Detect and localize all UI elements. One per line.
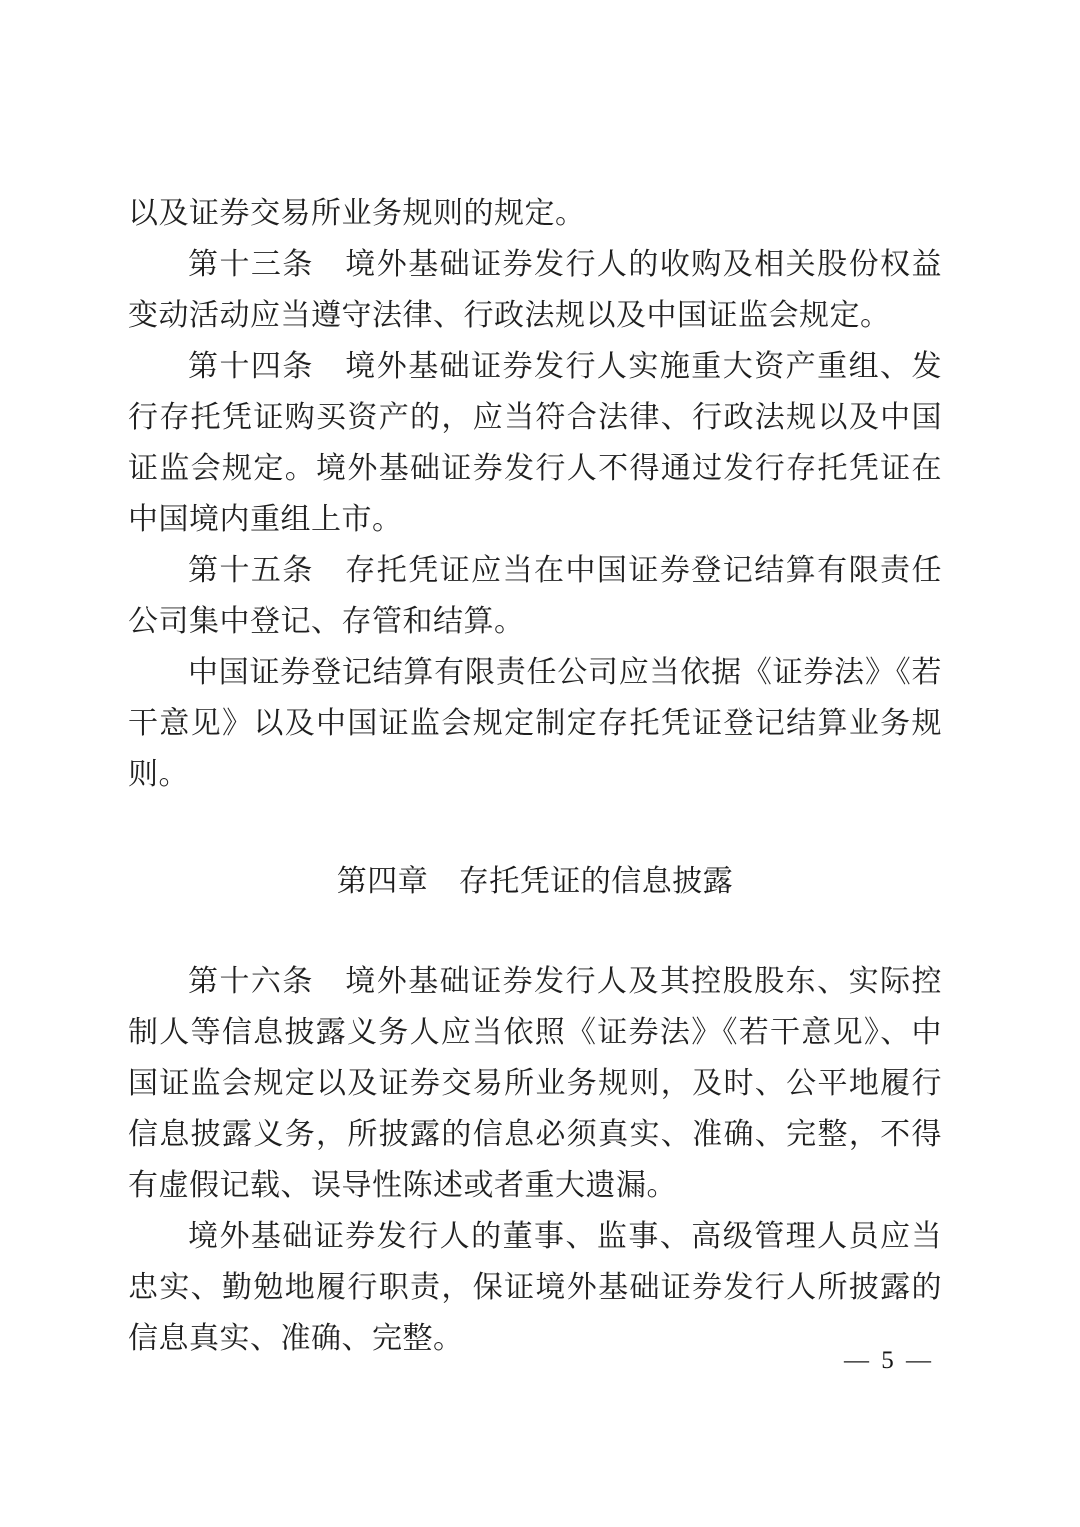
paragraph-article-13: 第十三条 境外基础证券发行人的收购及相关股份权益变动活动应当遵守法律、行政法规以及中国证监会规定。 — [128, 248, 942, 332]
chapter-heading: 第四章 存托凭证的信息披露 — [336, 865, 734, 898]
document-body — [128, 188, 942, 1364]
paragraph-article-16: 第十六条 境外基础证券发行人及其控股股东、实际控制人等信息披露义务人应当依照《证券法》《若干意见》、中国证监会规定以及证券交易所业务规则，及时、公平地履行信息披露义务，所披露的信息必须真实、准确、完整，不得有虚假记载、误导性陈述或者重大遗漏。 — [128, 965, 942, 1202]
paragraph-continuation: 以及证券交易所业务规则的规定。 — [128, 197, 586, 230]
paragraph-article-15-continued: 中国证券登记结算有限责任公司应当依据《证券法》《若干意见》以及中国证监会规定制定存托凭证登记结算业务规则。 — [128, 656, 942, 791]
paragraph-article-15: 第十五条 存托凭证应当在中国证券登记结算有限责任公司集中登记、存管和结算。 — [128, 554, 942, 638]
paragraph-article-16-continued: 境外基础证券发行人的董事、监事、高级管理人员应当忠实、勤勉地履行职责，保证境外基础证券发行人所披露的信息真实、准确、完整。 — [128, 1220, 942, 1355]
page-number: — 5 — — [844, 1347, 934, 1374]
paragraph-article-14: 第十四条 境外基础证券发行人实施重大资产重组、发行存托凭证购买资产的，应当符合法律、行政法规以及中国证监会规定。境外基础证券发行人不得通过发行存托凭证在中国境内重组上市。 — [128, 350, 942, 536]
